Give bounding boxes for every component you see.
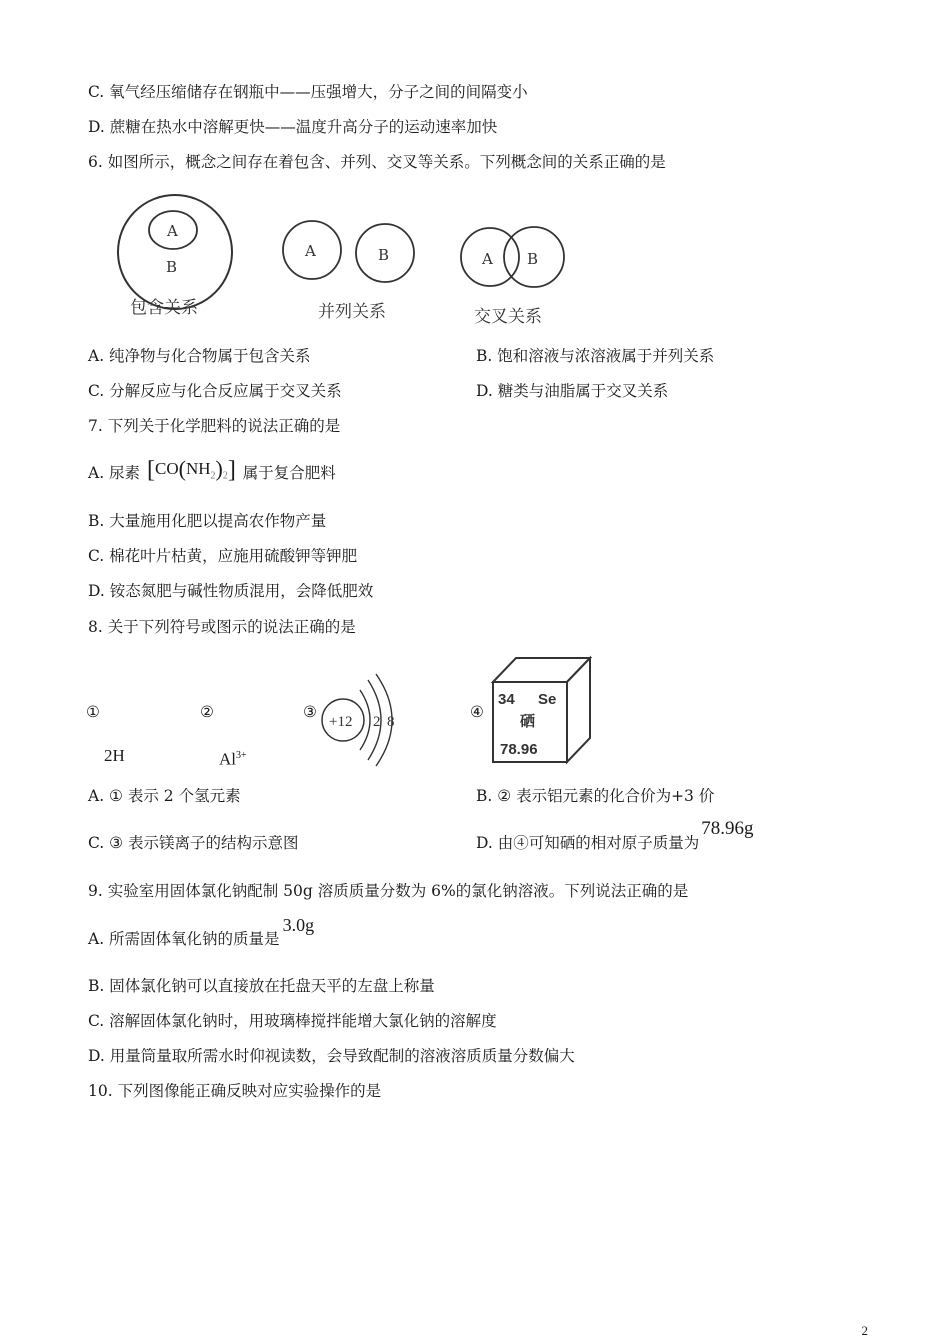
q10-stem: 10. 下列图像能正确反映对应实验操作的是 xyxy=(88,1082,382,1100)
atom-structure-diagram xyxy=(318,670,408,770)
q8-option-d-text: D. 由④可知硒的相对原子质量为 xyxy=(476,834,700,852)
formula-nh: NH xyxy=(185,459,211,478)
q8-option-b: B. ② 表示铝元素的化合价为+3 价 xyxy=(476,787,715,805)
symbol-2h: 2H xyxy=(104,746,125,765)
parallel-caption: 并列关系 xyxy=(318,302,386,322)
q9-option-b: B. 固体氯化钠可以直接放在托盘天平的左盘上称量 xyxy=(88,977,435,995)
q6-option-a: A. 纯净物与化合物属于包含关系 xyxy=(88,347,311,365)
q6-stem: 6. 如图所示，概念之间存在着包含、并列、交叉等关系。下列概念间的关系正确的是 xyxy=(88,153,666,171)
parallel-label-b: B xyxy=(378,246,390,264)
symbol-al-charge: 3+ xyxy=(236,750,247,761)
q9-option-a xyxy=(88,915,315,949)
urea-formula: $[CO(NH_2)_2]$ xyxy=(147,456,236,483)
electron-count-1: 2 xyxy=(373,714,381,730)
contain-caption: 包含关系 xyxy=(130,298,198,318)
q6-option-b: B. 饱和溶液与浓溶液属于并列关系 xyxy=(476,347,715,365)
q9-option-a-text: A. 所需固体氧化钠的质量是 xyxy=(88,930,280,948)
q7-option-d: D. 铵态氮肥与碱性物质混用，会降低肥效 xyxy=(88,582,374,600)
q9-stem: 9. 实验室用固体氯化钠配制 50g 溶质质量分数为 6%的氯化钠溶液。下列说法正确的是 xyxy=(88,882,689,900)
q8-stem: 8. 关于下列符号或图示的说法正确的是 xyxy=(88,618,356,636)
q8-marker-4: ④ xyxy=(470,703,484,721)
q8-option-a: A. ① 表示 2 个氢元素 xyxy=(88,787,241,805)
formula-sub-2: 2 xyxy=(210,470,216,482)
q6-option-c: C. 分解反应与化合反应属于交叉关系 xyxy=(88,382,342,400)
q9-option-d: D. 用量筒量取所需水时仰视读数，会导致配制的溶液溶质质量分数偏大 xyxy=(88,1047,575,1065)
page-number: 2 xyxy=(861,1323,868,1338)
q9-option-a-value: 3.0g xyxy=(282,915,315,935)
q7-option-c: C. 棉花叶片枯黄，应施用硫酸钾等钾肥 xyxy=(88,547,358,565)
formula-sub-2b: 2 xyxy=(222,470,228,482)
q8-marker-3: ③ xyxy=(303,703,317,721)
symbol-al3 xyxy=(219,746,247,770)
parallel-label-a: A xyxy=(305,242,316,260)
element-atomic-number: 34 xyxy=(498,691,515,708)
element-name: 硒 xyxy=(520,712,536,730)
q8-option-c: C. ③ 表示镁离子的结构示意图 xyxy=(88,834,299,852)
nucleus-charge: +12 xyxy=(329,714,353,730)
electron-count-2: 8 xyxy=(387,714,395,730)
q8-marker-2: ② xyxy=(200,703,214,721)
element-cell-selenium xyxy=(488,654,594,766)
q5-option-d: D. 蔗糖在热水中溶解更快——温度升高分子的运动速率加快 xyxy=(88,118,498,136)
contain-label-a: A xyxy=(167,222,178,240)
q6-venn-figure xyxy=(110,185,580,330)
electron-shell-1 xyxy=(360,690,370,750)
symbol-al: Al xyxy=(219,749,236,769)
cross-label-b: B xyxy=(527,250,539,268)
cross-caption: 交叉关系 xyxy=(474,307,542,327)
q7-option-a-prefix: A. 尿素 xyxy=(88,464,141,482)
q7-option-a-suffix: 属于复合肥料 xyxy=(242,464,336,482)
contain-label-b: B xyxy=(166,258,178,276)
q8-option-d-value: 78.96g xyxy=(701,818,754,839)
q6-option-d: D. 糖类与油脂属于交叉关系 xyxy=(476,382,669,400)
cross-label-a: A xyxy=(482,250,493,268)
element-mass: 78.96 xyxy=(500,741,538,758)
q9-option-c: C. 溶解固体氯化钠时，用玻璃棒搅拌能增大氯化钠的溶解度 xyxy=(88,1012,497,1030)
q5-option-c: C. 氧气经压缩储存在钢瓶中——压强增大，分子之间的间隔变小 xyxy=(88,83,528,101)
q8-marker-1: ① xyxy=(86,703,100,721)
q7-stem: 7. 下列关于化学肥料的说法正确的是 xyxy=(88,417,341,435)
contain-outer-circle xyxy=(118,195,232,309)
q8-option-d xyxy=(476,818,754,853)
formula-co: CO xyxy=(155,459,179,478)
element-symbol: Se xyxy=(538,691,557,708)
q7-option-b: B. 大量施用化肥以提高农作物产量 xyxy=(88,512,327,530)
q7-option-a xyxy=(88,456,336,490)
